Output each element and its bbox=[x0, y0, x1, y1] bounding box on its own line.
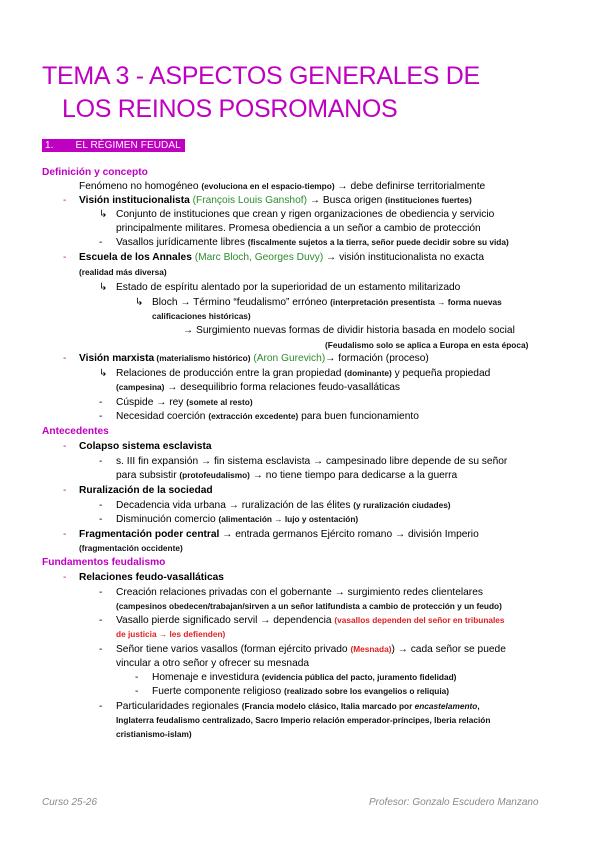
list-bullet: - bbox=[99, 397, 103, 408]
section-label: EL RÉGIMEN FEUDAL bbox=[75, 140, 181, 151]
text-line: Conjunto de instituciones que crean y rigen organizaciones de obediencia y servicio bbox=[116, 209, 495, 220]
list-bullet: - bbox=[63, 572, 67, 583]
hook-arrow-icon: ↳ bbox=[99, 282, 108, 293]
text-line: calificaciones históricas) bbox=[152, 311, 251, 321]
text-line: (Feudalismo solo se aplica a Europa en esta época) bbox=[325, 340, 529, 350]
list-bullet: - bbox=[99, 514, 103, 525]
list-bullet: - bbox=[63, 529, 67, 540]
title-line-1: TEMA 3 - ASPECTOS GENERALES DE bbox=[42, 62, 480, 90]
text-line: cristianismo-islam) bbox=[116, 729, 192, 739]
list-bullet: - bbox=[99, 615, 103, 626]
text-line: Estado de espíritu alentado por la superioridad de un estamento militarizado bbox=[116, 282, 461, 293]
heading-fundamentos: Fundamentos feudalismo bbox=[42, 557, 166, 568]
text-line: Inglaterra feudalismo centralizado, Sacro Imperio relación emperador-príncipes, Iberia relación bbox=[116, 715, 491, 725]
text-line: principalmente militares. Promesa obediencia a un señor a cambio de protección bbox=[116, 223, 481, 234]
list-item: Señor tiene varios vasallos (forman ejército privado (Mesnada)) → cada señor se puede bbox=[116, 644, 506, 655]
list-bullet: - bbox=[99, 411, 103, 422]
text-line: para subsistir (protofeudalismo) → no tiene tiempo para dedicarse a la guerra bbox=[116, 470, 458, 481]
hook-arrow-icon: ↳ bbox=[99, 368, 108, 379]
text-line: (realidad más diversa) bbox=[79, 267, 167, 277]
list-bullet: - bbox=[63, 353, 67, 364]
list-bullet: - bbox=[135, 672, 139, 683]
list-item: Ruralización de la sociedad bbox=[79, 485, 213, 496]
heading-antecedentes: Antecedentes bbox=[42, 426, 109, 437]
section-heading bbox=[42, 139, 185, 152]
hook-arrow-icon: ↳ bbox=[99, 209, 108, 220]
section-number: 1. bbox=[45, 140, 54, 151]
text-line: de justicia → les defienden) bbox=[116, 629, 226, 639]
hook-arrow-icon: ↳ bbox=[135, 297, 144, 308]
list-item: Creación relaciones privadas con el gobernante → surgimiento redes clientelares bbox=[116, 587, 483, 598]
list-item: Visión marxista (materialismo histórico) (Aron Gurevich)→ formación (proceso) bbox=[79, 353, 429, 364]
list-item: Visión institucionalista (François Louis Ganshof) → Busca origen (instituciones fuertes) bbox=[79, 195, 472, 206]
list-bullet: - bbox=[99, 500, 103, 511]
title-line-2: LOS REINOS POSROMANOS bbox=[62, 95, 398, 123]
list-bullet: - bbox=[99, 237, 103, 248]
list-item: Fragmentación poder central → entrada germanos Ejército romano → división Imperio bbox=[79, 529, 479, 540]
list-item: Colapso sistema esclavista bbox=[79, 441, 212, 452]
list-item: Decadencia vida urbana → ruralización de las élites (y ruralización ciudades) bbox=[116, 500, 451, 511]
footer-course: Curso 25-26 bbox=[42, 797, 98, 808]
heading-definicion: Definición y concepto bbox=[42, 167, 148, 178]
list-item: Escuela de los Annales (Marc Bloch, Georges Duvy) → visión institucionalista no exacta bbox=[79, 252, 485, 263]
list-bullet: - bbox=[63, 485, 67, 496]
list-item: Necesidad coerción (extracción excedente) para buen funcionamiento bbox=[116, 411, 419, 422]
list-bullet: - bbox=[99, 456, 103, 467]
list-item: Cúspide → rey (somete al resto) bbox=[116, 397, 253, 408]
text-line: (campesinos obedecen/trabajan/sirven a un señor latifundista a cambio de protección y un feudo) bbox=[116, 601, 502, 611]
list-bullet: - bbox=[63, 252, 67, 263]
text-line: (campesina) → desequilibrio forma relaciones feudo-vasalláticas bbox=[116, 382, 400, 393]
text-line: Bloch → Término “feudalismo” erróneo (interpretación presentista → forma nuevas bbox=[152, 297, 502, 308]
list-item: s. III fin expansión → fin sistema esclavista → campesinado libre depende de su señor bbox=[116, 456, 508, 467]
list-item: Disminución comercio (alimentación → lujo y ostentación) bbox=[116, 514, 359, 525]
list-item: Fuerte componente religioso (realizado sobre los evangelios o reliquia) bbox=[152, 686, 450, 697]
list-bullet: - bbox=[99, 701, 103, 712]
list-item: Vasallo pierde significado servil → dependencia (vasallos dependen del señor en tribunales bbox=[116, 615, 505, 626]
text-line: vincular a otro señor y ofrecer su mesnada bbox=[116, 658, 310, 669]
list-bullet: - bbox=[63, 441, 67, 452]
page-title bbox=[42, 60, 582, 126]
list-item: Homenaje e investidura (evidencia pública del pacto, juramento fidelidad) bbox=[152, 672, 457, 683]
list-item: Vasallos jurídicamente libres (fiscalmente sujetos a la tierra, señor puede decidir sobre su vida) bbox=[116, 237, 509, 248]
list-bullet: - bbox=[63, 195, 67, 206]
list-item: Relaciones feudo-vasalláticas bbox=[79, 572, 224, 583]
text-line: Fenómeno no homogéneo (evoluciona en el espacio-tiempo) → debe definirse territorialmente bbox=[79, 181, 486, 192]
text-line: → Surgimiento nuevas formas de dividir historia basada en modelo social bbox=[183, 325, 515, 336]
text-line: Relaciones de producción entre la gran propiedad (dominante) y pequeña propiedad bbox=[116, 368, 491, 379]
list-bullet: - bbox=[99, 644, 103, 655]
list-bullet: - bbox=[99, 587, 103, 598]
list-item: Particularidades regionales (Francia modelo clásico, Italia marcado por encastelamento, bbox=[116, 701, 480, 712]
footer-professor: Profesor: Gonzalo Escudero Manzano bbox=[369, 797, 539, 808]
text-line: (fragmentación occidente) bbox=[79, 543, 183, 553]
list-bullet: - bbox=[135, 686, 139, 697]
